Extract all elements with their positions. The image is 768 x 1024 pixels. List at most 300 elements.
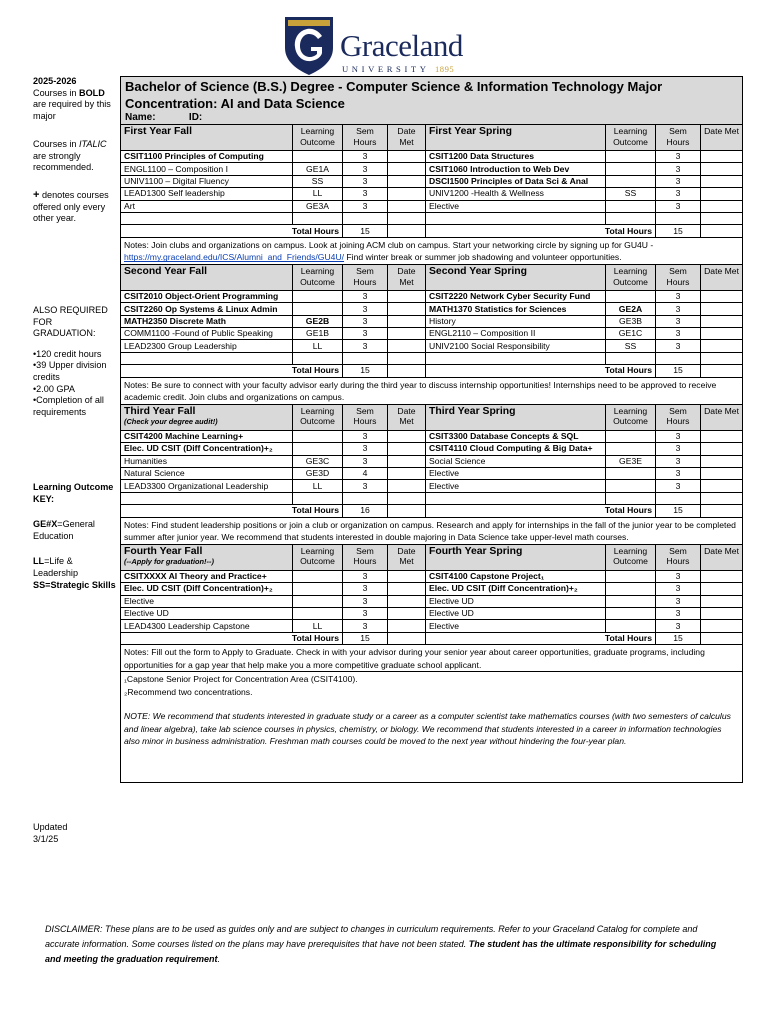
date-met-cell bbox=[388, 200, 426, 212]
table-row bbox=[121, 340, 743, 352]
table-row bbox=[121, 607, 743, 619]
column-header-date: Date Met bbox=[701, 264, 743, 290]
course-outcome bbox=[293, 595, 343, 607]
table-row bbox=[121, 455, 743, 467]
course-name: Humanities bbox=[121, 455, 293, 467]
semester-title-fall bbox=[121, 404, 293, 430]
table-row bbox=[121, 492, 743, 504]
course-outcome bbox=[293, 352, 343, 364]
course-name: MATH1370 Statistics for Sciences bbox=[426, 303, 606, 315]
date-met-cell bbox=[388, 468, 426, 480]
course-name: Elective bbox=[426, 468, 606, 480]
course-hours bbox=[656, 492, 701, 504]
date-met-cell bbox=[701, 632, 743, 644]
course-name: Elective bbox=[426, 620, 606, 632]
course-outcome: GE1B bbox=[293, 328, 343, 340]
table-row bbox=[121, 570, 743, 582]
date-met-cell bbox=[388, 583, 426, 595]
total-hours-value: 15 bbox=[343, 365, 388, 377]
total-hours-value: 15 bbox=[343, 632, 388, 644]
course-hours: 3 bbox=[343, 200, 388, 212]
total-hours-row bbox=[121, 225, 743, 237]
column-header-outcome: Learning Outcome bbox=[293, 544, 343, 570]
table-row bbox=[121, 328, 743, 340]
date-met-cell bbox=[701, 492, 743, 504]
table-row bbox=[121, 468, 743, 480]
column-header-hours: Sem Hours bbox=[343, 544, 388, 570]
date-met-cell bbox=[701, 352, 743, 364]
semester-hint: (--Apply for graduation!--) bbox=[124, 556, 214, 566]
course-outcome: GE3D bbox=[293, 468, 343, 480]
course-name: Elective UD bbox=[121, 607, 293, 619]
column-header-outcome: Learning Outcome bbox=[606, 544, 656, 570]
date-met-cell bbox=[701, 200, 743, 212]
course-name bbox=[121, 352, 293, 364]
course-outcome bbox=[606, 163, 656, 175]
course-outcome: LL bbox=[293, 188, 343, 200]
bold-note-pre: Courses in bbox=[33, 87, 79, 98]
table-row bbox=[121, 443, 743, 455]
course-hours: 3 bbox=[656, 163, 701, 175]
column-header-outcome: Learning Outcome bbox=[606, 264, 656, 290]
course-name: Elective UD bbox=[426, 607, 606, 619]
course-hours: 3 bbox=[656, 175, 701, 187]
requirement-item: •120 credit hours bbox=[33, 348, 102, 359]
total-hours-row bbox=[121, 505, 743, 517]
total-hours-row bbox=[121, 365, 743, 377]
course-outcome: LL bbox=[293, 480, 343, 492]
date-met-cell bbox=[701, 315, 743, 327]
course-outcome bbox=[293, 492, 343, 504]
semester-title-spring bbox=[426, 264, 606, 290]
semester-title-text: Fourth Year Fall bbox=[124, 545, 203, 557]
date-met-cell bbox=[701, 570, 743, 582]
university-logo bbox=[282, 14, 482, 76]
course-outcome bbox=[606, 430, 656, 442]
plan-title bbox=[121, 77, 743, 125]
course-name: CSIT2260 Op Systems & Linux Admin bbox=[121, 303, 293, 315]
course-outcome: SS bbox=[606, 340, 656, 352]
course-hours: 3 bbox=[343, 620, 388, 632]
column-header-date: Date Met bbox=[388, 264, 426, 290]
semester-header-row bbox=[121, 404, 743, 430]
course-hours: 3 bbox=[656, 620, 701, 632]
total-hours-label: Total Hours bbox=[121, 505, 343, 517]
italic-note-key: ITALIC bbox=[79, 139, 107, 149]
course-name: Elec. UD CSIT (Diff Concentration)+₂ bbox=[121, 583, 293, 595]
column-header-date: Date Met bbox=[701, 125, 743, 151]
course-outcome: GE1A bbox=[293, 163, 343, 175]
date-met-cell bbox=[388, 188, 426, 200]
total-hours-value: 15 bbox=[656, 365, 701, 377]
table-row bbox=[121, 430, 743, 442]
course-outcome bbox=[293, 290, 343, 302]
semester-title-fall bbox=[121, 544, 293, 570]
semester-header-row bbox=[121, 125, 743, 151]
sidebar-intro bbox=[33, 76, 117, 122]
course-outcome bbox=[606, 480, 656, 492]
course-hours bbox=[343, 492, 388, 504]
student-fields bbox=[125, 112, 738, 124]
requirement-item: •Completion of all requirements bbox=[33, 395, 104, 417]
course-outcome bbox=[606, 468, 656, 480]
key-code: SS bbox=[33, 579, 46, 590]
date-met-cell bbox=[388, 290, 426, 302]
course-name: Elective bbox=[121, 595, 293, 607]
logo-subtitle bbox=[342, 65, 454, 74]
table-row bbox=[121, 595, 743, 607]
course-hours: 3 bbox=[656, 151, 701, 163]
year-notes-text: Notes: Be sure to connect with your faculty advisor early during the third year to discuss internship opportunities! Internships need to be approved to receive academic credit. Join clubs and organizations on campus. bbox=[124, 379, 717, 403]
column-header-hours: Sem Hours bbox=[656, 544, 701, 570]
date-met-cell bbox=[388, 632, 426, 644]
logo-wordmark: Graceland bbox=[340, 28, 463, 63]
course-outcome bbox=[606, 595, 656, 607]
total-hours-row bbox=[121, 632, 743, 644]
semester-header-row bbox=[121, 264, 743, 290]
date-met-cell bbox=[388, 225, 426, 237]
course-hours: 3 bbox=[656, 315, 701, 327]
date-met-cell bbox=[701, 163, 743, 175]
date-met-cell bbox=[388, 303, 426, 315]
course-name: CSIT3300 Database Concepts & SQL bbox=[426, 430, 606, 442]
course-outcome bbox=[606, 290, 656, 302]
table-row bbox=[121, 212, 743, 224]
course-name: LEAD2300 Group Leadership bbox=[121, 340, 293, 352]
column-header-date: Date Met bbox=[388, 544, 426, 570]
key-text: =Strategic Skills bbox=[45, 579, 116, 590]
date-met-cell bbox=[388, 365, 426, 377]
date-met-cell bbox=[701, 595, 743, 607]
year-notes-row bbox=[121, 645, 743, 672]
course-name: Elective UD bbox=[426, 595, 606, 607]
column-header-hours: Sem Hours bbox=[656, 125, 701, 151]
table-row bbox=[121, 352, 743, 364]
course-name: Elective bbox=[426, 480, 606, 492]
course-name bbox=[121, 212, 293, 224]
column-header-date: Date Met bbox=[388, 125, 426, 151]
date-met-cell bbox=[388, 492, 426, 504]
column-header-hours: Sem Hours bbox=[343, 404, 388, 430]
date-met-cell bbox=[701, 340, 743, 352]
course-hours: 3 bbox=[656, 200, 701, 212]
course-hours: 3 bbox=[656, 188, 701, 200]
course-outcome: SS bbox=[606, 188, 656, 200]
course-outcome bbox=[606, 492, 656, 504]
course-outcome bbox=[606, 151, 656, 163]
column-header-hours: Sem Hours bbox=[343, 264, 388, 290]
course-name: ENGL2110 – Composition II bbox=[426, 328, 606, 340]
total-hours-label: Total Hours bbox=[426, 225, 656, 237]
course-hours: 3 bbox=[656, 443, 701, 455]
total-hours-value: 16 bbox=[343, 505, 388, 517]
course-hours: 3 bbox=[343, 480, 388, 492]
year-notes bbox=[121, 517, 743, 544]
date-met-cell bbox=[388, 315, 426, 327]
total-hours-label: Total Hours bbox=[426, 505, 656, 517]
requirement-item: •39 Upper division credits bbox=[33, 360, 107, 382]
course-hours: 3 bbox=[656, 328, 701, 340]
course-name: CSIT2010 Object-Orient Programming bbox=[121, 290, 293, 302]
course-name: CSIT1060 Introduction to Web Dev bbox=[426, 163, 606, 175]
course-hours: 3 bbox=[343, 290, 388, 302]
course-outcome: GE2B bbox=[293, 315, 343, 327]
total-hours-value: 15 bbox=[343, 225, 388, 237]
course-hours bbox=[343, 212, 388, 224]
course-hours bbox=[656, 212, 701, 224]
key-item bbox=[33, 580, 117, 592]
catalog-year: 2025-2026 bbox=[33, 76, 77, 86]
course-name: DSCI1500 Principles of Data Sci & Anal bbox=[426, 175, 606, 187]
course-outcome: GE3B bbox=[606, 315, 656, 327]
course-name bbox=[426, 492, 606, 504]
course-outcome bbox=[606, 620, 656, 632]
footnotes-row bbox=[121, 672, 743, 783]
semester-title-spring bbox=[426, 544, 606, 570]
footnote-capstone: ₁Capstone Senior Project for Concentration Area (CSIT4100). bbox=[124, 674, 358, 685]
outcome-key bbox=[33, 482, 117, 591]
course-outcome: GE3C bbox=[293, 455, 343, 467]
course-outcome bbox=[606, 570, 656, 582]
date-met-cell bbox=[388, 480, 426, 492]
logo-university-text: UNIVERSITY bbox=[342, 64, 430, 74]
course-outcome bbox=[293, 570, 343, 582]
year-notes-after: Find winter break or summer job shadowing and volunteer opportunities. bbox=[344, 252, 622, 263]
course-hours: 3 bbox=[343, 175, 388, 187]
course-name: CSIT1100 Principles of Computing bbox=[121, 151, 293, 163]
year-notes bbox=[121, 237, 743, 264]
semester-title-text: Third Year Fall bbox=[124, 405, 196, 417]
italic-note-post: are strongly recommended. bbox=[33, 150, 94, 173]
recommendation-note: NOTE: We recommend that students interested in graduate study or a career as a computer scientist take mathematics courses (with two semesters of calculus and linear algebra), take lab science courses in physics, chemistry, or biology. We recommend that students interested in a career in information technologies also minor in business administration. Freshman math courses could be moved to the next year without hindering the four-year plan. bbox=[124, 711, 731, 746]
date-met-cell bbox=[388, 455, 426, 467]
date-met-cell bbox=[701, 583, 743, 595]
updated-label: Updated bbox=[33, 822, 68, 832]
course-name: CSIT4110 Cloud Computing & Big Data+ bbox=[426, 443, 606, 455]
date-met-cell bbox=[701, 225, 743, 237]
course-hours: 3 bbox=[656, 595, 701, 607]
date-met-cell bbox=[388, 570, 426, 582]
plan-concentration: Concentration: AI and Data Science bbox=[125, 96, 345, 111]
date-met-cell bbox=[701, 455, 743, 467]
plus-note-text: denotes courses offered only every other year. bbox=[33, 190, 109, 224]
course-name: Art bbox=[121, 200, 293, 212]
date-met-cell bbox=[701, 480, 743, 492]
course-hours: 4 bbox=[343, 468, 388, 480]
course-outcome bbox=[293, 430, 343, 442]
italic-note-pre: Courses in bbox=[33, 139, 79, 149]
course-name: Natural Science bbox=[121, 468, 293, 480]
total-hours-label: Total Hours bbox=[121, 632, 343, 644]
course-outcome bbox=[606, 212, 656, 224]
course-hours: 3 bbox=[343, 340, 388, 352]
column-header-outcome: Learning Outcome bbox=[293, 404, 343, 430]
updated-date: 3/1/25 bbox=[33, 833, 59, 844]
column-header-outcome: Learning Outcome bbox=[293, 264, 343, 290]
course-name: LEAD1300 Self leadership bbox=[121, 188, 293, 200]
date-met-cell bbox=[388, 607, 426, 619]
course-hours: 3 bbox=[343, 455, 388, 467]
logo-year: 1895 bbox=[435, 64, 455, 74]
course-hours bbox=[656, 352, 701, 364]
course-outcome: GE3A bbox=[293, 200, 343, 212]
date-met-cell bbox=[388, 163, 426, 175]
date-met-cell bbox=[388, 352, 426, 364]
year-notes-row bbox=[121, 377, 743, 404]
course-hours: 3 bbox=[656, 430, 701, 442]
column-header-outcome: Learning Outcome bbox=[606, 125, 656, 151]
semester-header-row bbox=[121, 544, 743, 570]
course-hours: 3 bbox=[656, 583, 701, 595]
semester-title-fall bbox=[121, 264, 293, 290]
year-notes bbox=[121, 645, 743, 672]
graduation-requirements bbox=[33, 305, 117, 418]
semester-title-text: First Year Spring bbox=[429, 126, 512, 137]
key-text: =Life & Leadership bbox=[33, 556, 78, 578]
course-outcome: SS bbox=[293, 175, 343, 187]
shield-icon bbox=[282, 14, 336, 76]
year-notes-text: Notes: Find student leadership positions or join a club or organization on campus. Research and apply for internships in the fall of the junior year to be completed summer after junior year. We recommend that students interested in double majoring in Data Science take upper-level math courses. bbox=[124, 519, 736, 543]
id-label: ID: bbox=[188, 112, 203, 123]
date-met-cell bbox=[388, 595, 426, 607]
course-hours: 3 bbox=[343, 430, 388, 442]
disclaimer-emphasis: The student has the ultimate responsibility for scheduling and meeting the graduation requirement bbox=[45, 939, 717, 964]
bold-note-post: are required by this major bbox=[33, 99, 111, 121]
course-hours: 3 bbox=[656, 340, 701, 352]
total-hours-value: 15 bbox=[656, 505, 701, 517]
table-row bbox=[121, 151, 743, 163]
table-row bbox=[121, 163, 743, 175]
course-name: Elec. UD CSIT (Diff Concentration)+₂ bbox=[121, 443, 293, 455]
date-met-cell bbox=[701, 175, 743, 187]
column-header-outcome: Learning Outcome bbox=[606, 404, 656, 430]
requirement-item: •2.00 GPA bbox=[33, 383, 75, 394]
course-outcome bbox=[606, 443, 656, 455]
date-met-cell bbox=[701, 505, 743, 517]
course-name: LEAD3300 Organizational Leadership bbox=[121, 480, 293, 492]
total-hours-value: 15 bbox=[656, 225, 701, 237]
course-outcome bbox=[606, 352, 656, 364]
column-header-hours: Sem Hours bbox=[656, 404, 701, 430]
year-notes bbox=[121, 377, 743, 404]
degree-plan-table bbox=[120, 76, 743, 783]
date-met-cell bbox=[388, 151, 426, 163]
course-hours: 3 bbox=[343, 595, 388, 607]
course-outcome: LL bbox=[293, 620, 343, 632]
date-met-cell bbox=[388, 430, 426, 442]
course-hours: 3 bbox=[343, 570, 388, 582]
table-row bbox=[121, 480, 743, 492]
course-name: UNIV2100 Social Responsibility bbox=[426, 340, 606, 352]
semester-title-text: Third Year Spring bbox=[429, 405, 516, 417]
course-outcome: GE3E bbox=[606, 455, 656, 467]
course-hours: 3 bbox=[343, 583, 388, 595]
course-name: COMM1100 -Found of Public Speaking bbox=[121, 328, 293, 340]
key-item bbox=[33, 556, 117, 579]
course-outcome bbox=[293, 151, 343, 163]
course-hours: 3 bbox=[656, 455, 701, 467]
date-met-cell bbox=[701, 430, 743, 442]
course-name: CSITXXXX AI Theory and Practice+ bbox=[121, 570, 293, 582]
total-hours-value: 15 bbox=[656, 632, 701, 644]
table-row bbox=[121, 290, 743, 302]
course-outcome bbox=[606, 583, 656, 595]
table-row bbox=[121, 583, 743, 595]
gu4u-link[interactable]: https://my.graceland.edu/ICS/Alumni_and_Friends/GU4U/ bbox=[124, 252, 345, 263]
course-outcome: LL bbox=[293, 340, 343, 352]
course-hours: 3 bbox=[343, 151, 388, 163]
course-name: CSIT4100 Capstone Project₁ bbox=[426, 570, 606, 582]
course-name bbox=[426, 352, 606, 364]
table-row bbox=[121, 200, 743, 212]
course-name: LEAD4300 Leadership Capstone bbox=[121, 620, 293, 632]
course-outcome bbox=[293, 212, 343, 224]
date-met-cell bbox=[388, 340, 426, 352]
course-hours: 3 bbox=[656, 303, 701, 315]
bold-note-key: BOLD bbox=[79, 87, 105, 98]
semester-title-fall bbox=[121, 125, 293, 151]
bold-note bbox=[33, 88, 117, 123]
semester-title-text: Fourth Year Spring bbox=[429, 545, 523, 557]
column-header-hours: Sem Hours bbox=[343, 125, 388, 151]
course-outcome bbox=[293, 303, 343, 315]
course-hours bbox=[343, 352, 388, 364]
disclaimer-end: . bbox=[217, 954, 221, 964]
date-met-cell bbox=[701, 607, 743, 619]
footnotes bbox=[121, 672, 743, 783]
table-row bbox=[121, 188, 743, 200]
course-outcome bbox=[606, 607, 656, 619]
date-met-cell bbox=[388, 212, 426, 224]
course-hours: 3 bbox=[343, 443, 388, 455]
course-outcome: GE2A bbox=[606, 303, 656, 315]
date-met-cell bbox=[388, 620, 426, 632]
date-met-cell bbox=[701, 212, 743, 224]
date-met-cell bbox=[701, 290, 743, 302]
date-met-cell bbox=[701, 303, 743, 315]
course-outcome bbox=[606, 200, 656, 212]
course-name: CSIT1200 Data Structures bbox=[426, 151, 606, 163]
course-hours: 3 bbox=[343, 607, 388, 619]
course-outcome bbox=[293, 443, 343, 455]
semester-title-text: Second Year Spring bbox=[429, 265, 527, 277]
plus-note bbox=[33, 190, 117, 225]
key-code: GE#X bbox=[33, 519, 58, 530]
course-name: Social Science bbox=[426, 455, 606, 467]
course-name: UNIV1100 – Digital Fluency bbox=[121, 175, 293, 187]
date-met-cell bbox=[701, 151, 743, 163]
course-hours: 3 bbox=[656, 468, 701, 480]
course-hours: 3 bbox=[343, 315, 388, 327]
course-hours: 3 bbox=[656, 290, 701, 302]
year-notes-row bbox=[121, 237, 743, 264]
plus-note-key: + bbox=[33, 189, 40, 201]
key-item bbox=[33, 519, 117, 542]
course-name: UNIV1200 -Health & Wellness bbox=[426, 188, 606, 200]
total-hours-label: Total Hours bbox=[426, 365, 656, 377]
disclaimer-text: DISCLAIMER: These plans are to be used as guides only and are subject to changes in curriculum requirements. Refer to your Graceland Catalog for complete and accurate information. Some courses listed on the plans may have prerequisites that have not been stated. bbox=[45, 924, 698, 949]
course-outcome bbox=[293, 607, 343, 619]
plan-title-row bbox=[121, 77, 743, 125]
table-row bbox=[121, 303, 743, 315]
total-hours-label: Total Hours bbox=[426, 632, 656, 644]
year-notes-row bbox=[121, 517, 743, 544]
course-name: ENGL1100 – Composition I bbox=[121, 163, 293, 175]
course-name: Elec. UD CSIT (Diff Concentration)+₂ bbox=[426, 583, 606, 595]
column-header-date: Date Met bbox=[388, 404, 426, 430]
column-header-date: Date Met bbox=[701, 544, 743, 570]
course-outcome bbox=[293, 583, 343, 595]
